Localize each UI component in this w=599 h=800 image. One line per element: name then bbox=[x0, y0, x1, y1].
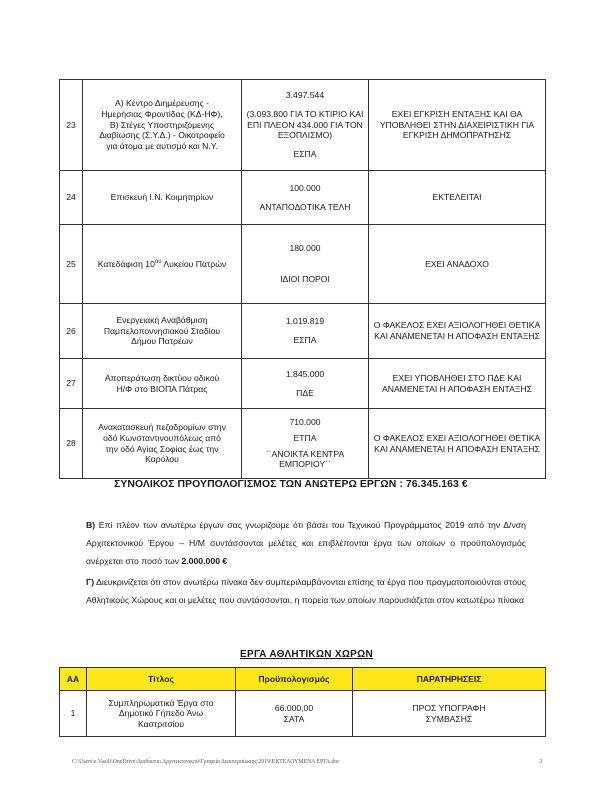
paragraph-label: Γ) bbox=[86, 577, 95, 587]
project-title: Ενεργειακή Αναβάθμιση Παμπελοποννησιακού Σταδίου Δήμου Πατρέων bbox=[83, 304, 242, 359]
sports-table bbox=[59, 667, 546, 737]
project-title: Ανακατασκευή πεζοδρομίων στην οδό Κωνσταντινουπόλεως από την οδό Αγίας Σοφίας έως την Καρόλου bbox=[83, 409, 242, 479]
paragraph-g: Γ) Διευκρινίζεται ότι στον ανωτέρω πίνακα δεν συμπεριλαμβάνονται επίσης τα έργα που πραγματοποιούνται στους Αθλητικούς Χώρους και οι μελέτες που συντάσσονται, η πορεία των οποίων παρουσιάζεται στον κατωτέρω πίνακα bbox=[86, 577, 526, 605]
funding-note: ΄΄ΑΝΟΙΚΤΑ ΚΕΝΤΡΑ ΕΜΠΟΡΙΟΥ΄΄ bbox=[265, 448, 345, 470]
budget-amount: 1.845.000 bbox=[285, 368, 325, 379]
table-row bbox=[60, 171, 546, 225]
project-status: Ο ΦΑΚΕΛΟΣ ΕΧΕΙ ΑΞΙΟΛΟΓΗΘΕΙ ΘΕΤΙΚΑ ΚΑΙ ΑΝΑΜΕΝΕΤΑΙ Η ΑΠΟΦΑΣΗ ΕΝΤΑΞΗΣ bbox=[369, 304, 546, 359]
footer bbox=[72, 759, 542, 765]
funding-source: ΙΔΙΟΙ ΠΟΡΟΙ bbox=[280, 274, 330, 284]
project-budget bbox=[242, 359, 369, 409]
project-status: Ο ΦΑΚΕΛΟΣ ΕΧΕΙ ΑΞΙΟΛΟΓΗΘΕΙ ΘΕΤΙΚΑ ΚΑΙ ΑΝΑΜΕΝΕΤΑΙ Η ΑΠΟΦΑΣΗ ΕΝΤΑΞΗΣ bbox=[369, 409, 546, 479]
table-header-row bbox=[60, 668, 546, 691]
project-status: ΕΚΤΕΛΕΙΤΑΙ bbox=[369, 171, 546, 225]
sports-heading: ΕΡΓΑ ΑΘΛΗΤΙΚΩΝ ΧΩΡΩΝ bbox=[240, 649, 373, 660]
table-row bbox=[60, 691, 546, 737]
budget-amount: 710.000 bbox=[289, 417, 321, 428]
amount: 2.000.000 € bbox=[181, 556, 228, 566]
table-row bbox=[60, 409, 546, 479]
project-title: Α) Κέντρο Διημέρευσης - Ημερήσιας Φροντίδας (ΚΔ-ΗΦ), Β) Στέγες Υποστηριζόμενης Διαβίωσης (Σ.Υ.Δ.) - Οικοτροφείο για άτομα με αυτισμό και Ν.Υ. bbox=[83, 80, 242, 171]
page-number: 3 bbox=[539, 759, 542, 765]
funding-source: ΑΝΤΑΠΟΔΟΤΙΚΑ ΤΕΛΗ bbox=[259, 201, 351, 212]
project-budget bbox=[242, 225, 369, 304]
paragraph-label: Β) bbox=[86, 520, 96, 530]
paragraph-b: Β) Επί πλέον των ανωτέρω έργων σας γνωρίζουμε ότι βάσει του Τεχνικού Προγράμματος 2019 από την Δ/νση Αρχιτεκτονικού Έργου – Η/Μ συντάσσονται μελέτες και επιβλέπονται έργα των οποίων ο προϋπολογισμός ανέρχεται στο ποσό των 2.000.000 € bbox=[86, 520, 526, 566]
row-number: 26 bbox=[60, 304, 83, 359]
total-budget-line: ΣΥΝΟΛΙΚΟΣ ΠΡΟΥΠΟΛΟΓΙΣΜΟΣ ΤΩΝ ΑΝΩΤΕΡΩ ΕΡΓΩΝ : 76.345.163 € bbox=[114, 479, 468, 490]
column-header: ΠΑΡΑΤΗΡΗΣΕΙΣ bbox=[353, 668, 546, 691]
budget-amount: 3.497.544 bbox=[285, 90, 325, 101]
project-status: ΕΧΕΙ ΥΠΟΒΛΗΘΕΙ ΣΤΟ ΠΔΕ ΚΑΙ ΑΝΑΜΕΝΕΤΑΙ Η ΑΠΟΦΑΣΗ ΕΝΤΑΞΗΣ bbox=[369, 359, 546, 409]
funding-source: ΠΔΕ bbox=[296, 387, 314, 398]
projects-table bbox=[59, 79, 546, 479]
row-number: 23 bbox=[60, 80, 83, 171]
column-header: ΑΑ bbox=[60, 668, 87, 691]
remarks: ΠΡΟΣ ΥΠΟΓΡΑΦΗ ΣΥΜΒΑΣΗΣ bbox=[353, 691, 546, 737]
table-row bbox=[60, 225, 546, 304]
project-title: Κατεδάφιση $10^{o\upsilon}$ Λυκείου Πατρών bbox=[83, 225, 242, 304]
column-header: Τίτλος bbox=[87, 668, 236, 691]
project-title: Αποπεράτωση δικτύου οδικού Η/Φ στο ΒΙΟΠΑ Πάτρας bbox=[83, 359, 242, 409]
project-status: ΕΧΕΙ ΕΓΚΡΙΣΗ ΕΝΤΑΞΗΣ ΚΑΙ ΘΑ ΥΠΟΒΛΗΘΕΙ ΣΤΗΝ ΔΙΑΧΕΙΡΙΣΤΙΚΗ ΓΙΑ ΕΓΚΡΙΣΗ ΔΗΜΟΠΡΑΤΗΣΗΣ bbox=[369, 80, 546, 171]
budget-amount: 180.000 bbox=[289, 243, 321, 254]
project-title: Συμπληρωματικά Έργα στο Δημοτικό Γήπεδο Άνω Καστριτσίου bbox=[87, 691, 236, 737]
project-budget bbox=[242, 409, 369, 479]
budget-amount: 1.019.819 bbox=[285, 316, 325, 327]
budget-amount: 100.000 bbox=[289, 182, 321, 193]
project-budget bbox=[242, 171, 369, 225]
file-path: C:\Users\e.Vasili\OneDrive\Διαδίκτυο Αρχιτεκτονικού\Γραφείο Διεκπεραίωσης\2019\ΕΚΤΕΛΟΥΜΕΝΑ ΕΡΓΑ.doc bbox=[72, 759, 340, 765]
row-number: 28 bbox=[60, 409, 83, 479]
project-budget bbox=[242, 80, 369, 171]
budget-note: (3.093.800 ΓΙΑ ΤΟ ΚΤΙΡΙΟ ΚΑΙ ΕΠΙ ΠΛΕΟΝ 434.000 ΓΙΑ ΤΟΝ ΕΞΟΠΛΙΣΜΟ) bbox=[246, 108, 364, 141]
project-title: Επισκευή Ι.Ν. Κοιμητηρίων bbox=[83, 171, 242, 225]
table-row bbox=[60, 304, 546, 359]
table-row bbox=[60, 80, 546, 171]
column-header: Προϋπολογισμός bbox=[236, 668, 353, 691]
project-status: ΕΧΕΙ ΑΝΑΔΟΧΟ bbox=[369, 225, 546, 304]
row-number: 1 bbox=[60, 691, 87, 737]
table-row bbox=[60, 359, 546, 409]
project-budget: 66.000,00 ΣΑΤΑ bbox=[236, 691, 353, 737]
funding-source: ΕΣΠΑ bbox=[293, 149, 317, 160]
row-number: 27 bbox=[60, 359, 83, 409]
funding-source: ΕΣΠΑ bbox=[293, 335, 317, 345]
funding-source: ΕΤΠΑ bbox=[293, 432, 317, 443]
row-number: 24 bbox=[60, 171, 83, 225]
row-number: 25 bbox=[60, 225, 83, 304]
project-budget bbox=[242, 304, 369, 359]
